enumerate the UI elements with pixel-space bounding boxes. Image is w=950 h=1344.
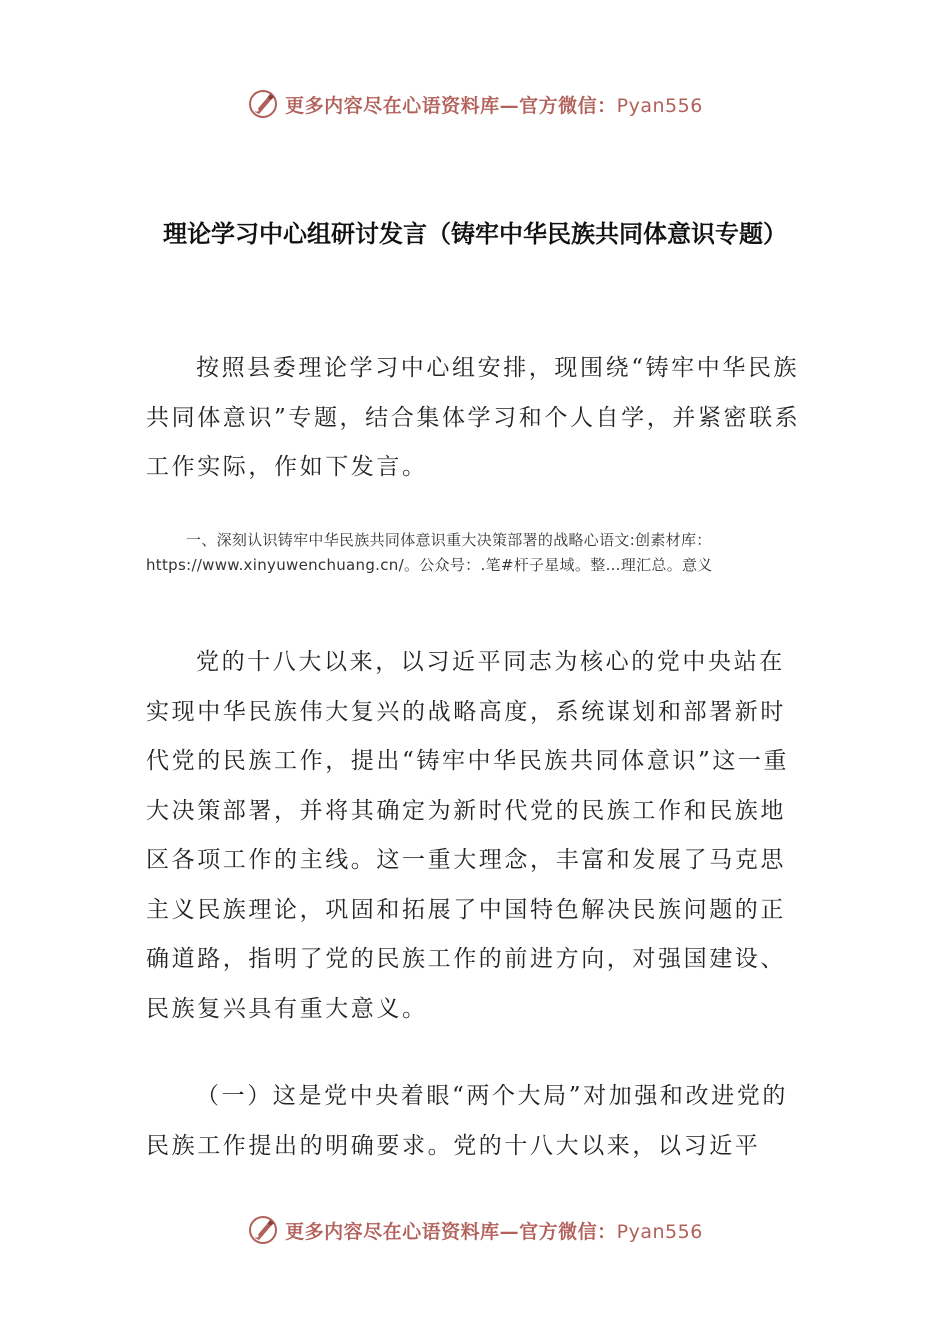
watermark-text-cn: 更多内容尽在心语资料库—官方微信： xyxy=(285,94,617,117)
watermark-text xyxy=(285,1217,703,1244)
section-heading-note: 一、深刻认识铸牢中华民族共同体意识重大决策部署的战略心语文:创素材库：https://www.xinyuwenchuang.cn/。公众号：.笔#杆子星域。整…理汇总。意义 xyxy=(146,531,713,574)
document-title: 理论学习中心组研讨发言（铸牢中华民族共同体意识专题） xyxy=(163,220,787,248)
header-watermark xyxy=(0,84,950,124)
pen-nib-logo-icon xyxy=(247,1214,279,1246)
footer-watermark xyxy=(0,1210,950,1250)
watermark-text-cn: 更多内容尽在心语资料库—官方微信： xyxy=(285,1220,617,1243)
pen-nib-logo-icon xyxy=(247,88,279,120)
paragraph-significance: 党的十八大以来，以习近平同志为核心的党中央站在实现中华民族伟大复兴的战略高度，系统谋划和部署新时代党的民族工作，提出“铸牢中华民族共同体意识”这一重大决策部署，并将其确定为新时代党的民族工作和民族地区各项工作的主线。这一重大理念，丰富和发展了马克思主义民族理论，巩固和拓展了中国特色解决民族问题的正确道路，指明了党的民族工作的前进方向，对强国建设、民族复兴具有重大意义。 xyxy=(146,649,790,1022)
watermark-wechat-id: Pyan556 xyxy=(616,94,703,117)
watermark-text xyxy=(285,91,703,118)
watermark-wechat-id: Pyan556 xyxy=(616,1220,703,1243)
paragraph-subsection-1: （一）这是党中央着眼“两个大局”对加强和改进党的民族工作提出的明确要求。党的十八大以来，以习近平 xyxy=(146,1083,788,1159)
paragraph-intro: 按照县委理论学习中心组安排，现围绕“铸牢中华民族共同体意识”专题，结合集体学习和个人自学，并紧密联系工作实际，作如下发言。 xyxy=(146,355,801,480)
